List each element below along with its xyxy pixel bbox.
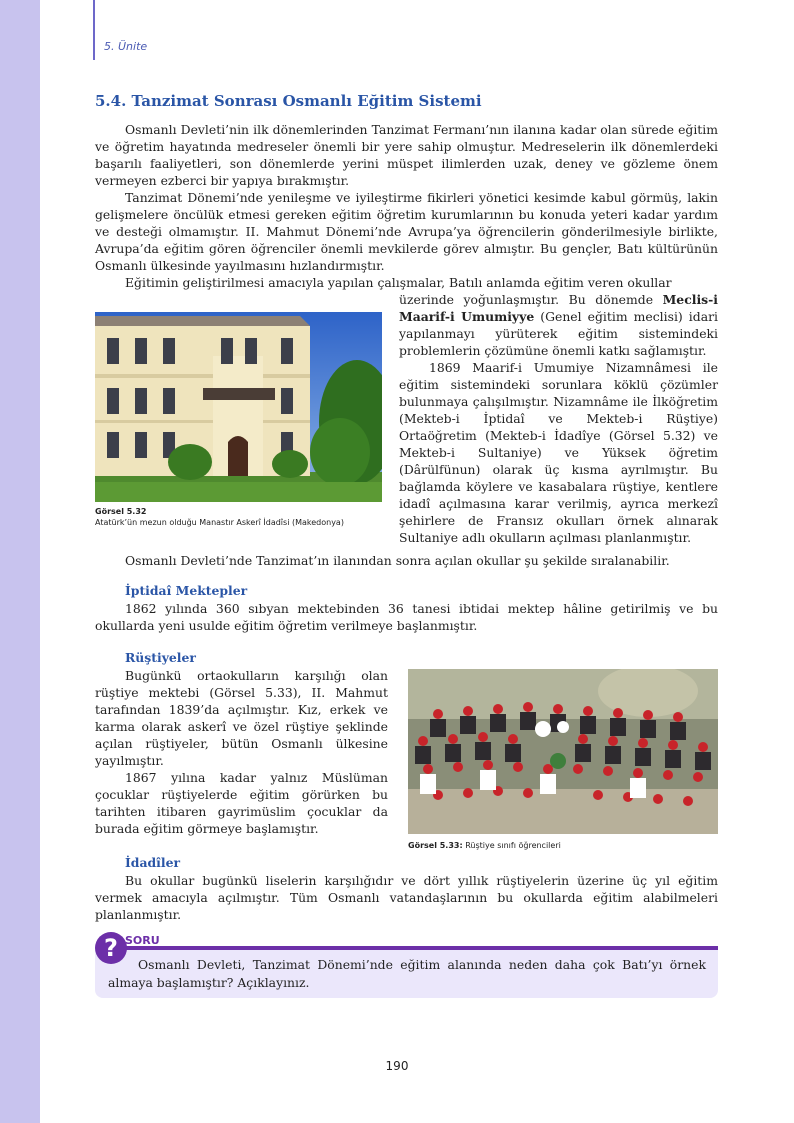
figure-5-32-text: Atatürk’ün mezun olduğu Manastır Askerî İdadîsi (Makedonya) [95,518,344,527]
manastir-idadisi-photo [95,312,382,502]
paragraph-tanzimat-donemi: Tanzimat Dönemi’nde yenileşme ve iyileştirme fikirleri yönetici kesimde kabul görmüş, lakin gelişmelere öncülük etmesi gereken eğitim öğretim kurumlarının bu konuda yeteri kadar yardım ve desteği olmamıştır. II. Mahmut Dönemi’nde Avrupa’ya öğrencilerin gönderilmesiyle birlikte, Avrupa’da eğitim gören öğrenciler önemli mevkilerde görev almıştır. Bu gençler, Batı kültürünün Osmanlı ülkesinde yayılmasını hızlandırmıştır. [95,190,718,273]
figure-5-33-label: Görsel 5.33: [408,841,463,850]
paragraph-okullar-siralama: Osmanlı Devleti’nde Tanzimat’ın ilanından sonra açılan okullar şu şekilde sıralanabilir. [125,553,670,568]
page-number: 190 [385,1059,409,1073]
paragraph-medreseler: Osmanlı Devleti’nin ilk dönemlerinden Tanzimat Fermanı’nın ilanına kadar olan sürede eğitim ve öğretim hayatında medreseler önemli bir yere sahip olmuştur. Medreselerin ilk dönemlerdeki başarılı faaliyetleri, son dönemlerde yerini müspet ilimlerden uzak, deney ve gözleme önem vermeyen ezberci bir yapıya bırakmıştır. [95,122,718,188]
paragraph-nizamname: 1869 Maarif-i Umumiye Nizamnâmesi ile eğitim sistemindeki sorunlara köklü çözümler bulunmaya çalışılmıştır. Nizamnâme ile İlköğretim (Mekteb-i İptidaî ve Mekteb-i Rüştiye) Ortaöğretim (Mekteb-i İdadîye (Görsel 5.32) ve Mekteb-i Sultaniye) ve Yüksek öğretim (Dârülfünun) olarak üç kısma ayrılmıştır. Bu bağlamda köylere ve kasabalara rüştiye, kentlere idadî açılmasına karar verilmiş, ayrıca merkezî şehirlere de Fransız okulları örnek alınarak Sultaniye adlı okulların açılması planlanmıştır. [399,360,718,545]
paragraph-meclis-text-b: (Genel eğitim meclisi) idari yapılanmayı yürüterek eğitim sistemindeki problemlerin çözümüne önemli katkı sağlamıştır. [399,309,718,358]
paragraph-iptidai: 1862 yılında 360 sıbyan mektebinden 36 tanesi ibtidai mektep hâline getirilmiş ve bu okullarda yeni usulde eğitim öğretim verilmeye başlanmıştır. [95,601,718,633]
paragraph-rustiye-2: 1867 yılına kadar yalnız Müslüman çocuklar rüştiyelerde eğitim görürken bu tarihten itibaren gayrimüslim çocuklar da burada eğitim görmeye başlamıştır. [95,770,388,836]
section-title: 5.4. Tanzimat Sonrası Osmanlı Eğitim Sistemi [95,92,482,110]
unit-divider-line [93,0,95,60]
unit-label: 5. Ünite [104,40,148,53]
figure-5-33-caption [408,840,718,851]
question-text: Osmanlı Devleti, Tanzimat Dönemi’nde eğitim alanında neden daha çok Batı’yı örnek almaya başlamıştır? Açıklayınız. [108,957,706,990]
question-label: SORU [125,934,160,947]
question-mark-icon: ? [95,932,127,964]
meclis-i-maarif-term: Meclis-i Maarif-i Umumiyye [399,292,718,324]
paragraph-rustiye-1: Bugünkü ortaokulların karşılığı olan rüştiye mektebi (Görsel 5.33), II. Mahmut tarafından 1839’da açılmıştır. Kız, erkek ve karma olarak askerî ve özel rüştiye şeklinde açılan rüştiyeler, bütün Osmanlı ülkesine yayılmıştır. [95,668,388,768]
figure-5-33-text: Rüştiye sınıfı öğrencileri [465,841,561,850]
figure-5-32-caption [95,506,382,528]
paragraph-egitim-gelistirme: Eğitimin geliştirilmesi amacıyla yapılan çalışmalar, Batılı anlamda eğitim veren okullar [125,275,672,290]
page-sidebar-band [0,0,40,1123]
question-box [95,932,718,998]
heading-idadiler: İdadîler [125,855,180,870]
paragraph-meclis-i-maarif [399,291,718,359]
paragraph-meclis-text-a: üzerinde yoğunlaşmıştır. Bu dönemde [399,292,654,307]
rustiye-students-photo [408,669,718,834]
question-box-bar [117,946,718,950]
paragraph-idadi: Bu okullar bugünkü liselerin karşılığıdır ve dört yıllık rüştiyelerin üzerine üç yıl eğitim vermek amacıyla açılmıştır. Tüm Osmanlı vatandaşlarının bu okullarda eğitim alabilmeleri planlanmıştır. [95,873,718,922]
heading-iptidai-mektepler: İptidaî Mektepler [125,583,248,598]
heading-rustiyeler: Rüştiyeler [125,650,196,665]
figure-5-32-label: Görsel 5.32 [95,507,147,516]
